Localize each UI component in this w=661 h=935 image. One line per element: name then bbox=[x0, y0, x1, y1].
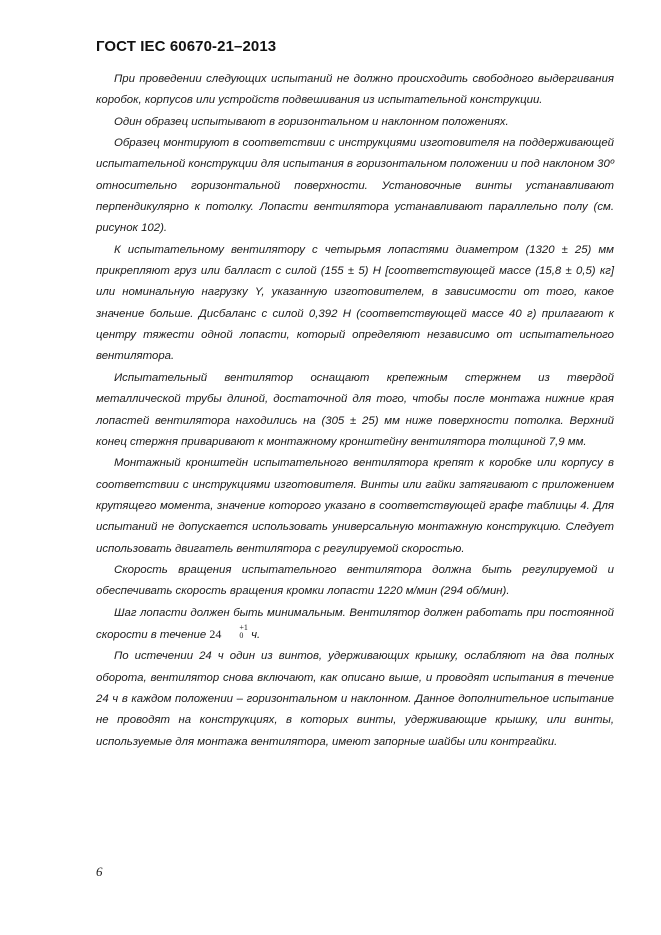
duration-text-before: Шаг лопасти должен быть минимальным. Вентилятор должен работать при постоянной скорости в течение bbox=[96, 606, 614, 641]
paragraph: К испытательному вентилятору с четырьмя лопастями диаметром (1320 ± 25) мм прикрепляют груз или балласт с силой (155 ± 5) Н [соответствующей массе (15,8 ± 0,5) кг] или номинальную нагрузку Y, указанную изготовителем, в зависимости от того, какое значение больше. Дисбаланс с силой 0,392 Н (соответствующей массе 40 г) прилагают к центру тяжести одной лопасти, который определяют независимо от испытательного вентилятора. bbox=[96, 243, 614, 363]
formula-lower: 0 bbox=[239, 631, 244, 641]
paragraph: Образец монтируют в соответствии с инструкциями изготовителя на поддерживающей испытательной конструкции для испытания в горизонтальном положении и под наклоном 30º относительно горизонтальной поверхности. Установочные винты устанавливают перпендикулярно к потолку. Лопасти вентилятора устанавливают параллельно полу (см. рисунок 102). bbox=[96, 137, 614, 235]
document-header: ГОСТ IEC 60670-21–2013 bbox=[96, 38, 277, 55]
formula-base: 24 bbox=[209, 626, 222, 641]
paragraph: Один образец испытывают в горизонтальном и наклонном положениях. bbox=[114, 115, 509, 128]
document-body bbox=[96, 69, 614, 753]
formula-limits bbox=[221, 624, 248, 640]
paragraph: Испытательный вентилятор оснащают крепежным стержнем из твердой металлической трубы длиной, достаточной для того, чтобы после монтажа нижние края лопастей вентилятора находились на (305 ± 25) мм ниже поверхности потолка. Верхний конец стержня приваривают к монтажному кронштейну вентилятора толщиной 7,9 мм. bbox=[96, 371, 614, 448]
paragraph: Скорость вращения испытательного вентилятора должна быть регулируемой и обеспечивать скорость вращения кромки лопасти 1220 м/мин (294 об/мин). bbox=[96, 563, 614, 598]
paragraph: По истечении 24 ч один из винтов, удерживающих крышку, ослабляют на два полных оборота, вентилятор снова включают, как описано выше, и проводят испытания в течение 24 ч в каждом положении – горизонтальном и наклонном. Данное дополнительное испытание не проводят на конструкциях, в которых винты, удерживающие крышку, или винты, используемые для монтажа вентилятора, имеют запорные шайбы или контргайки. bbox=[96, 650, 614, 748]
page-number: 6 bbox=[96, 864, 103, 879]
duration-paragraph bbox=[96, 603, 614, 647]
duration-text-after: ч. bbox=[247, 628, 261, 641]
paragraph: При проведении следующих испытаний не должно происходить свободного выдергивания коробок, корпусов или устройств подвешивания из испытательной конструкции. bbox=[96, 73, 614, 107]
formula-upper: +1 bbox=[239, 623, 248, 633]
paragraph: Монтажный кронштейн испытательного вентилятора крепят к коробке или корпусу в соответствии с инструкциями изготовителя. Винты или гайки затягивают с приложением крутящего момента, значение которого указано в соответствующей графе таблицы 4. Для испытаний не допускается использовать универсальную монтажную конструкцию. Следует использовать двигатель вентилятора с регулируемой скоростью. bbox=[96, 457, 614, 555]
duration-formula bbox=[209, 623, 248, 641]
